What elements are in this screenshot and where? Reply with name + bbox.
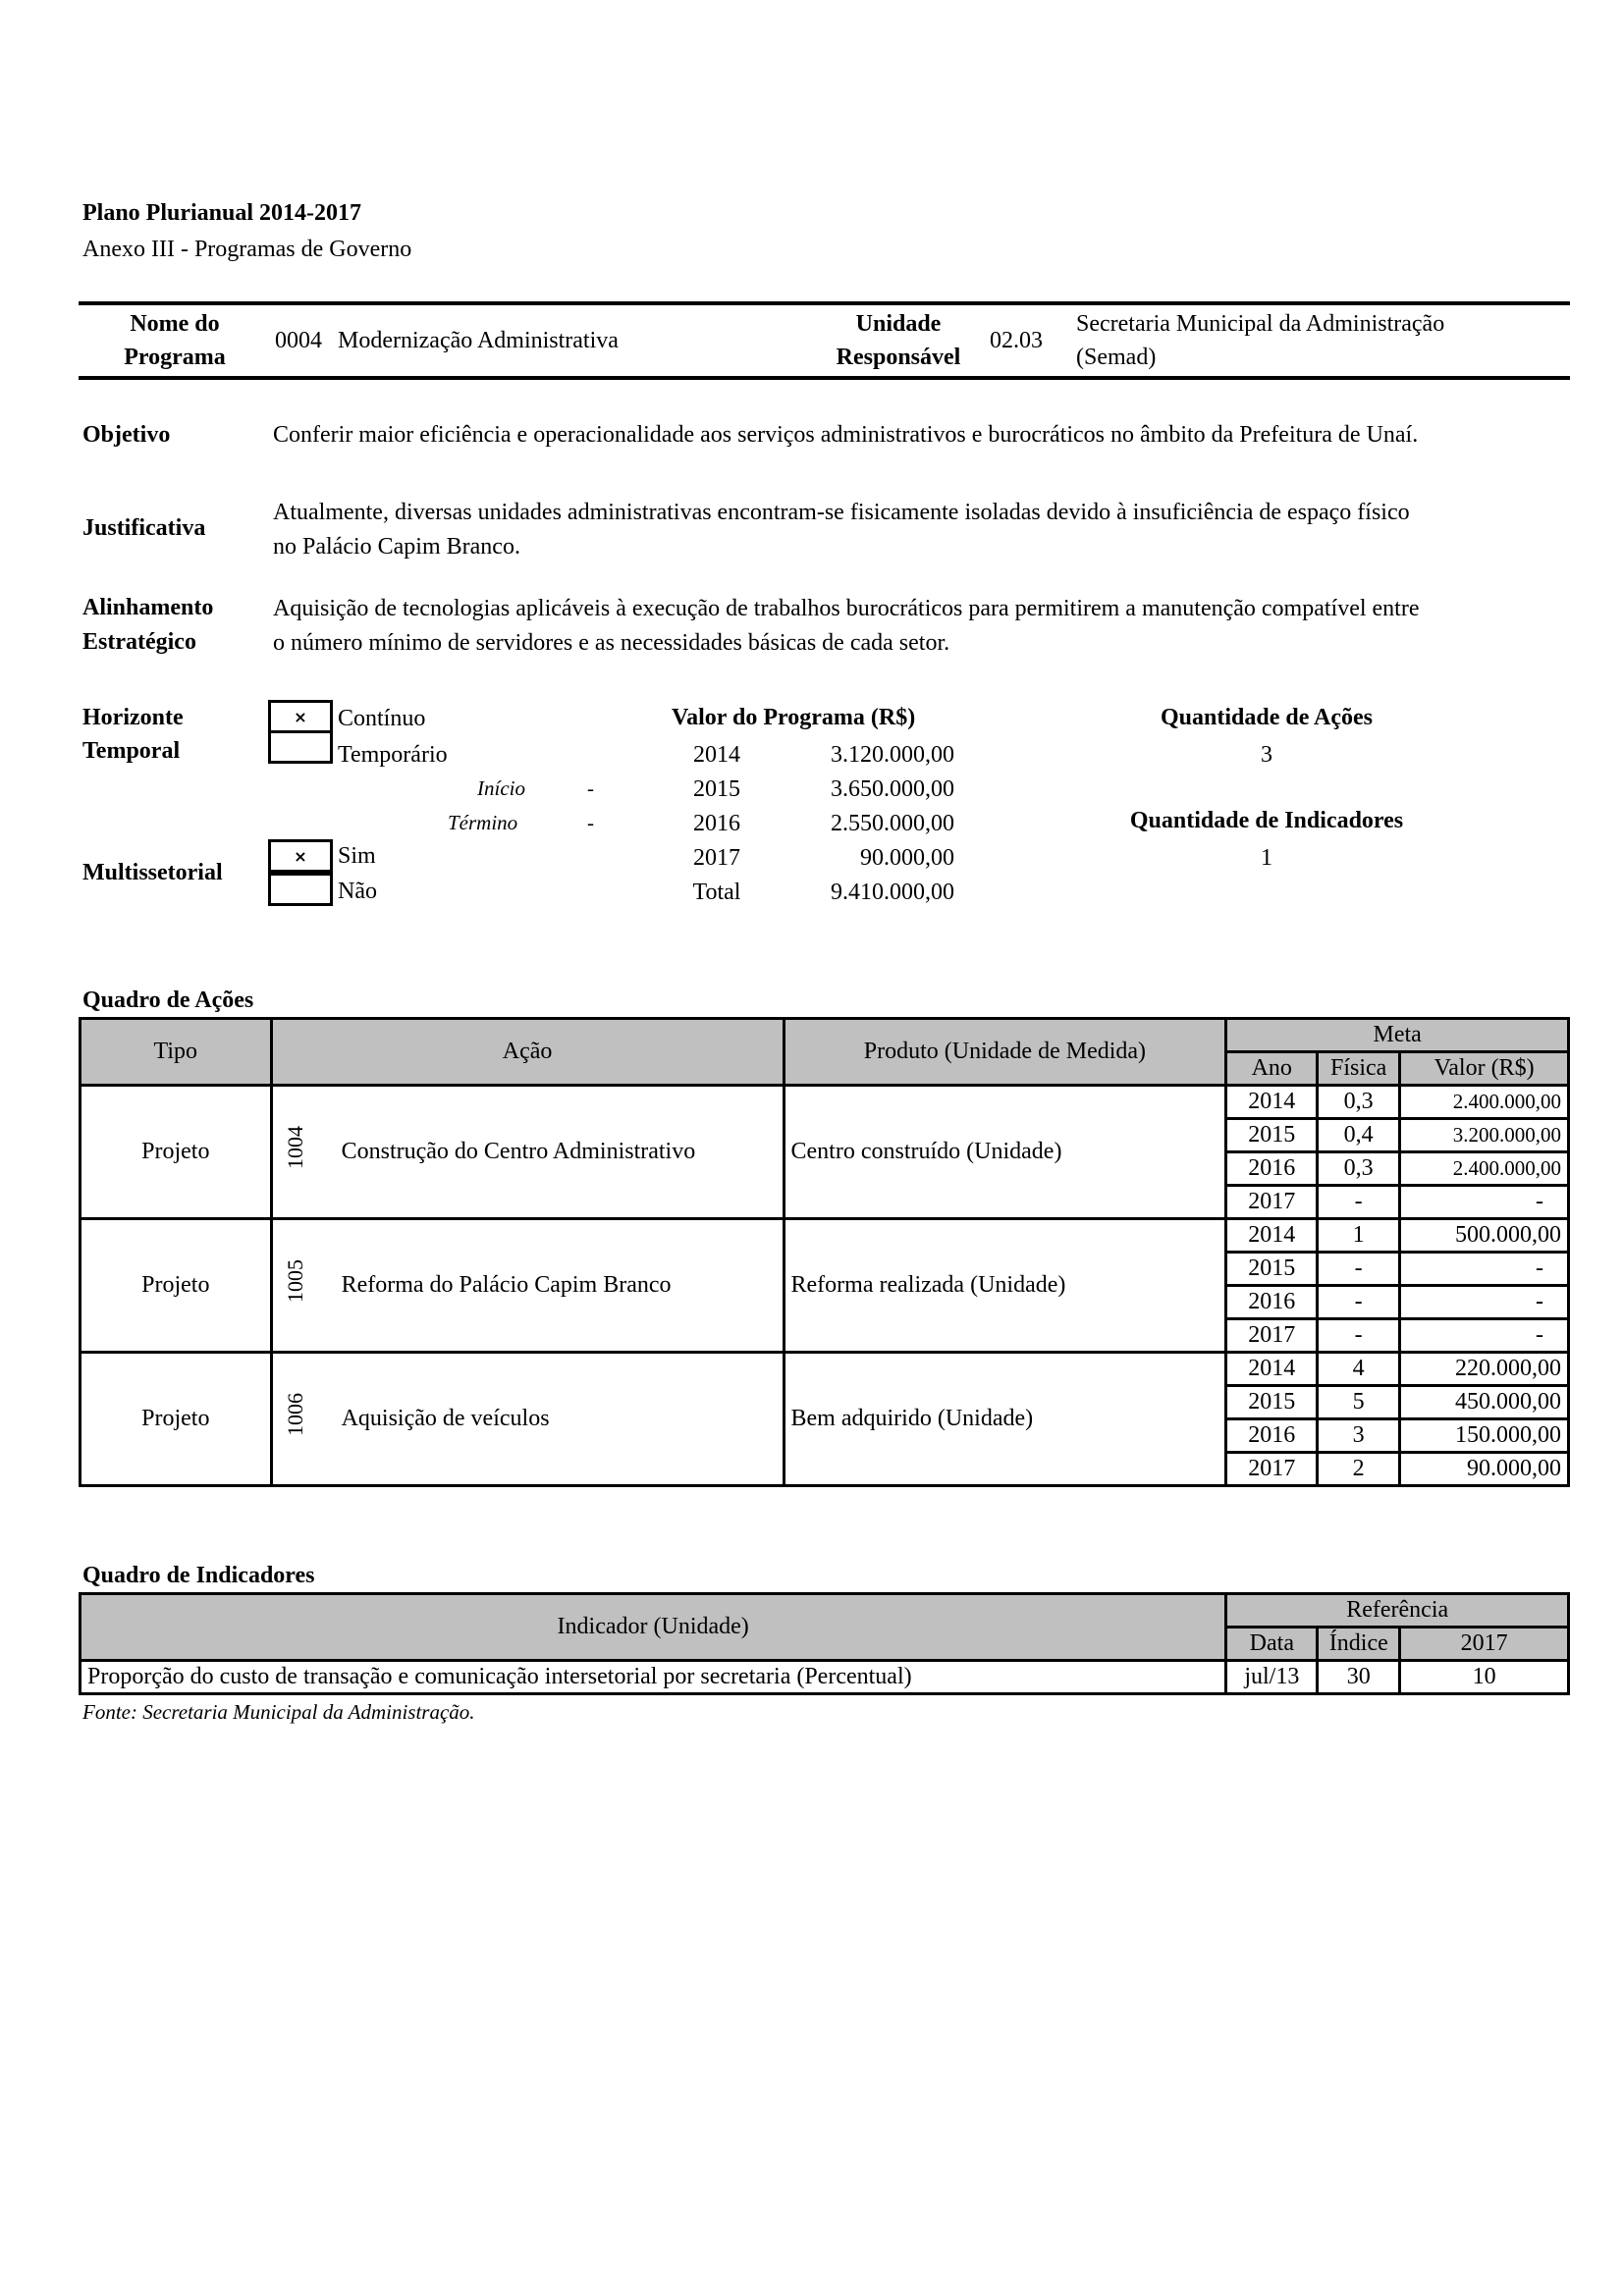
temporario-label: Temporário <box>338 742 448 768</box>
valor-cell: 90.000,00 <box>1400 1453 1569 1486</box>
indice-cell: 30 <box>1318 1661 1400 1694</box>
valor-cell: - <box>1400 1253 1569 1286</box>
acao-name: Aquisição de veículos <box>341 1406 550 1431</box>
sim-label: Sim <box>338 843 376 869</box>
valor-row <box>677 738 954 773</box>
produto-cell: Bem adquirido (Unidade) <box>784 1353 1226 1486</box>
acao-code: 1005 <box>282 1258 307 1303</box>
document-title: Plano Plurianual 2014-2017 <box>82 200 362 226</box>
meta-2017-cell: 10 <box>1400 1661 1569 1694</box>
unit-name-line2: (Semad) <box>1076 345 1157 370</box>
program-name-label <box>79 305 271 376</box>
col-header-tipo: Tipo <box>81 1019 272 1086</box>
nao-checkbox[interactable] <box>268 873 333 906</box>
valor-row <box>677 807 954 841</box>
valor-cell: 2.400.000,00 <box>1400 1152 1569 1186</box>
quantidade-acoes-label: Quantidade de Ações <box>1160 705 1374 730</box>
tipo-cell: Projeto <box>81 1086 272 1219</box>
col-header-referencia: Referência <box>1226 1594 1569 1628</box>
quadro-indicadores-title: Quadro de Indicadores <box>82 1563 315 1588</box>
acao-cell <box>271 1353 784 1486</box>
col-header-fisica: Física <box>1318 1052 1400 1086</box>
justificativa-line1: Atualmente, diversas unidades administrativas encontram-se fisicamente isoladas devido à insuficiência de espaço físico <box>273 500 1410 525</box>
unit-label-line1: Unidade <box>855 311 942 337</box>
justificativa-line2: no Palácio Capim Branco. <box>273 534 520 560</box>
termino-value: - <box>587 811 594 834</box>
col-header-indicador: Indicador (Unidade) <box>81 1594 1226 1661</box>
unit-name-line1: Secretaria Municipal da Administração <box>1076 311 1445 337</box>
fisica-cell: 0,3 <box>1318 1086 1400 1119</box>
valor-programa-title: Valor do Programa (R$) <box>672 705 916 730</box>
table-row <box>81 1353 1569 1386</box>
table-row <box>81 1661 1569 1694</box>
program-name: Modernização Administrativa <box>338 328 619 353</box>
ano-cell: 2014 <box>1226 1086 1318 1119</box>
acao-name: Construção do Centro Administrativo <box>341 1139 696 1164</box>
unit-code: 02.03 <box>990 328 1043 353</box>
quantidade-acoes-value: 3 <box>1261 742 1272 768</box>
unit-label <box>785 305 1011 376</box>
quantidade-indicadores-label: Quantidade de Indicadores <box>1129 808 1404 833</box>
multissetorial-label: Multissetorial <box>82 860 223 885</box>
continuo-checkbox[interactable]: × <box>268 700 333 733</box>
fonte-note: Fonte: Secretaria Municipal da Administração. <box>82 1700 475 1724</box>
valor-row <box>677 841 954 876</box>
valor-cell: 500.000,00 <box>1400 1219 1569 1253</box>
table-row <box>81 1219 1569 1253</box>
ano-cell: 2014 <box>1226 1219 1318 1253</box>
program-name-label-line2: Programa <box>124 345 226 370</box>
sim-checkbox[interactable]: × <box>268 839 333 873</box>
valor-row-total <box>677 876 954 910</box>
valor-amount: 9.410.000,00 <box>831 880 954 905</box>
ano-cell: 2017 <box>1226 1319 1318 1353</box>
acao-code: 1004 <box>282 1125 307 1169</box>
objetivo-label: Objetivo <box>82 422 171 448</box>
fisica-cell: 4 <box>1318 1353 1400 1386</box>
col-header-indice: Índice <box>1318 1628 1400 1661</box>
program-header-band <box>79 301 1570 380</box>
continuo-label: Contínuo <box>338 706 426 731</box>
acao-cell <box>271 1086 784 1219</box>
fisica-cell: - <box>1318 1286 1400 1319</box>
unit-name <box>1076 305 1444 376</box>
fisica-cell: 1 <box>1318 1219 1400 1253</box>
inicio-value: - <box>587 776 594 800</box>
ano-cell: 2015 <box>1226 1119 1318 1152</box>
valor-row <box>677 773 954 807</box>
col-header-valor: Valor (R$) <box>1400 1052 1569 1086</box>
fisica-cell: 2 <box>1318 1453 1400 1486</box>
valor-programa-list <box>677 738 954 910</box>
valor-cell: 3.200.000,00 <box>1400 1119 1569 1152</box>
fisica-cell: 0,4 <box>1318 1119 1400 1152</box>
valor-cell: 2.400.000,00 <box>1400 1086 1569 1119</box>
alinhamento-label-line1: Alinhamento <box>82 595 214 620</box>
valor-year: 2015 <box>693 776 740 802</box>
ano-cell: 2017 <box>1226 1186 1318 1219</box>
document-subtitle: Anexo III - Programas de Governo <box>82 237 412 262</box>
valor-cell: - <box>1400 1319 1569 1353</box>
valor-year: Total <box>692 880 741 905</box>
table-row <box>81 1086 1569 1119</box>
ano-cell: 2016 <box>1226 1419 1318 1453</box>
col-header-acao: Ação <box>271 1019 784 1086</box>
temporario-checkbox[interactable] <box>268 730 333 764</box>
col-header-produto: Produto (Unidade de Medida) <box>784 1019 1226 1086</box>
horizonte-label-line2: Temporal <box>82 738 181 764</box>
col-header-ano: Ano <box>1226 1052 1318 1086</box>
valor-cell: 450.000,00 <box>1400 1386 1569 1419</box>
tipo-cell: Projeto <box>81 1219 272 1353</box>
ano-cell: 2016 <box>1226 1152 1318 1186</box>
inicio-label: Início <box>477 776 525 800</box>
quantidade-indicadores-value: 1 <box>1261 845 1272 871</box>
quadro-indicadores-table <box>79 1592 1570 1695</box>
alinhamento-line1: Aquisição de tecnologias aplicáveis à execução de trabalhos burocráticos para permitirem a manutenção compatível entre <box>273 596 1420 621</box>
termino-label: Término <box>448 811 518 834</box>
alinhamento-label-line2: Estratégico <box>82 629 196 655</box>
fisica-cell: - <box>1318 1319 1400 1353</box>
fisica-cell: 5 <box>1318 1386 1400 1419</box>
valor-amount: 2.550.000,00 <box>831 811 954 836</box>
unit-label-line2: Responsável <box>836 345 961 370</box>
fisica-cell: - <box>1318 1253 1400 1286</box>
indicador-cell: Proporção do custo de transação e comunicação intersetorial por secretaria (Percentual) <box>81 1661 1226 1694</box>
fisica-cell: 0,3 <box>1318 1152 1400 1186</box>
program-code: 0004 <box>275 328 322 353</box>
fisica-cell: - <box>1318 1186 1400 1219</box>
alinhamento-line2: o número mínimo de servidores e as necessidades básicas de cada setor. <box>273 630 950 656</box>
ano-cell: 2016 <box>1226 1286 1318 1319</box>
objetivo-text: Conferir maior eficiência e operacionalidade aos serviços administrativos e burocráticos no âmbito da Prefeitura de Unaí. <box>273 422 1419 448</box>
produto-cell: Reforma realizada (Unidade) <box>784 1219 1226 1353</box>
ano-cell: 2015 <box>1226 1386 1318 1419</box>
quadro-acoes-table <box>79 1017 1570 1487</box>
produto-cell: Centro construído (Unidade) <box>784 1086 1226 1219</box>
col-header-meta: Meta <box>1226 1019 1569 1052</box>
ano-cell: 2015 <box>1226 1253 1318 1286</box>
nao-label: Não <box>338 879 377 904</box>
valor-cell: 150.000,00 <box>1400 1419 1569 1453</box>
valor-year: 2014 <box>693 742 740 768</box>
col-header-data: Data <box>1226 1628 1318 1661</box>
acao-name: Reforma do Palácio Capim Branco <box>341 1272 672 1298</box>
justificativa-label: Justificativa <box>82 515 206 541</box>
horizonte-label-line1: Horizonte <box>82 705 184 730</box>
acao-code: 1006 <box>282 1392 307 1436</box>
valor-amount: 3.120.000,00 <box>831 742 954 768</box>
valor-cell: - <box>1400 1186 1569 1219</box>
valor-cell: - <box>1400 1286 1569 1319</box>
tipo-cell: Projeto <box>81 1353 272 1486</box>
program-name-label-line1: Nome do <box>130 311 220 337</box>
valor-amount: 3.650.000,00 <box>831 776 954 802</box>
valor-amount: 90.000,00 <box>860 845 954 871</box>
data-cell: jul/13 <box>1226 1661 1318 1694</box>
col-header-2017: 2017 <box>1400 1628 1569 1661</box>
ano-cell: 2017 <box>1226 1453 1318 1486</box>
valor-cell: 220.000,00 <box>1400 1353 1569 1386</box>
acao-cell <box>271 1219 784 1353</box>
valor-year: 2017 <box>693 845 740 871</box>
quadro-acoes-title: Quadro de Ações <box>82 988 254 1013</box>
fisica-cell: 3 <box>1318 1419 1400 1453</box>
valor-year: 2016 <box>693 811 740 836</box>
ano-cell: 2014 <box>1226 1353 1318 1386</box>
